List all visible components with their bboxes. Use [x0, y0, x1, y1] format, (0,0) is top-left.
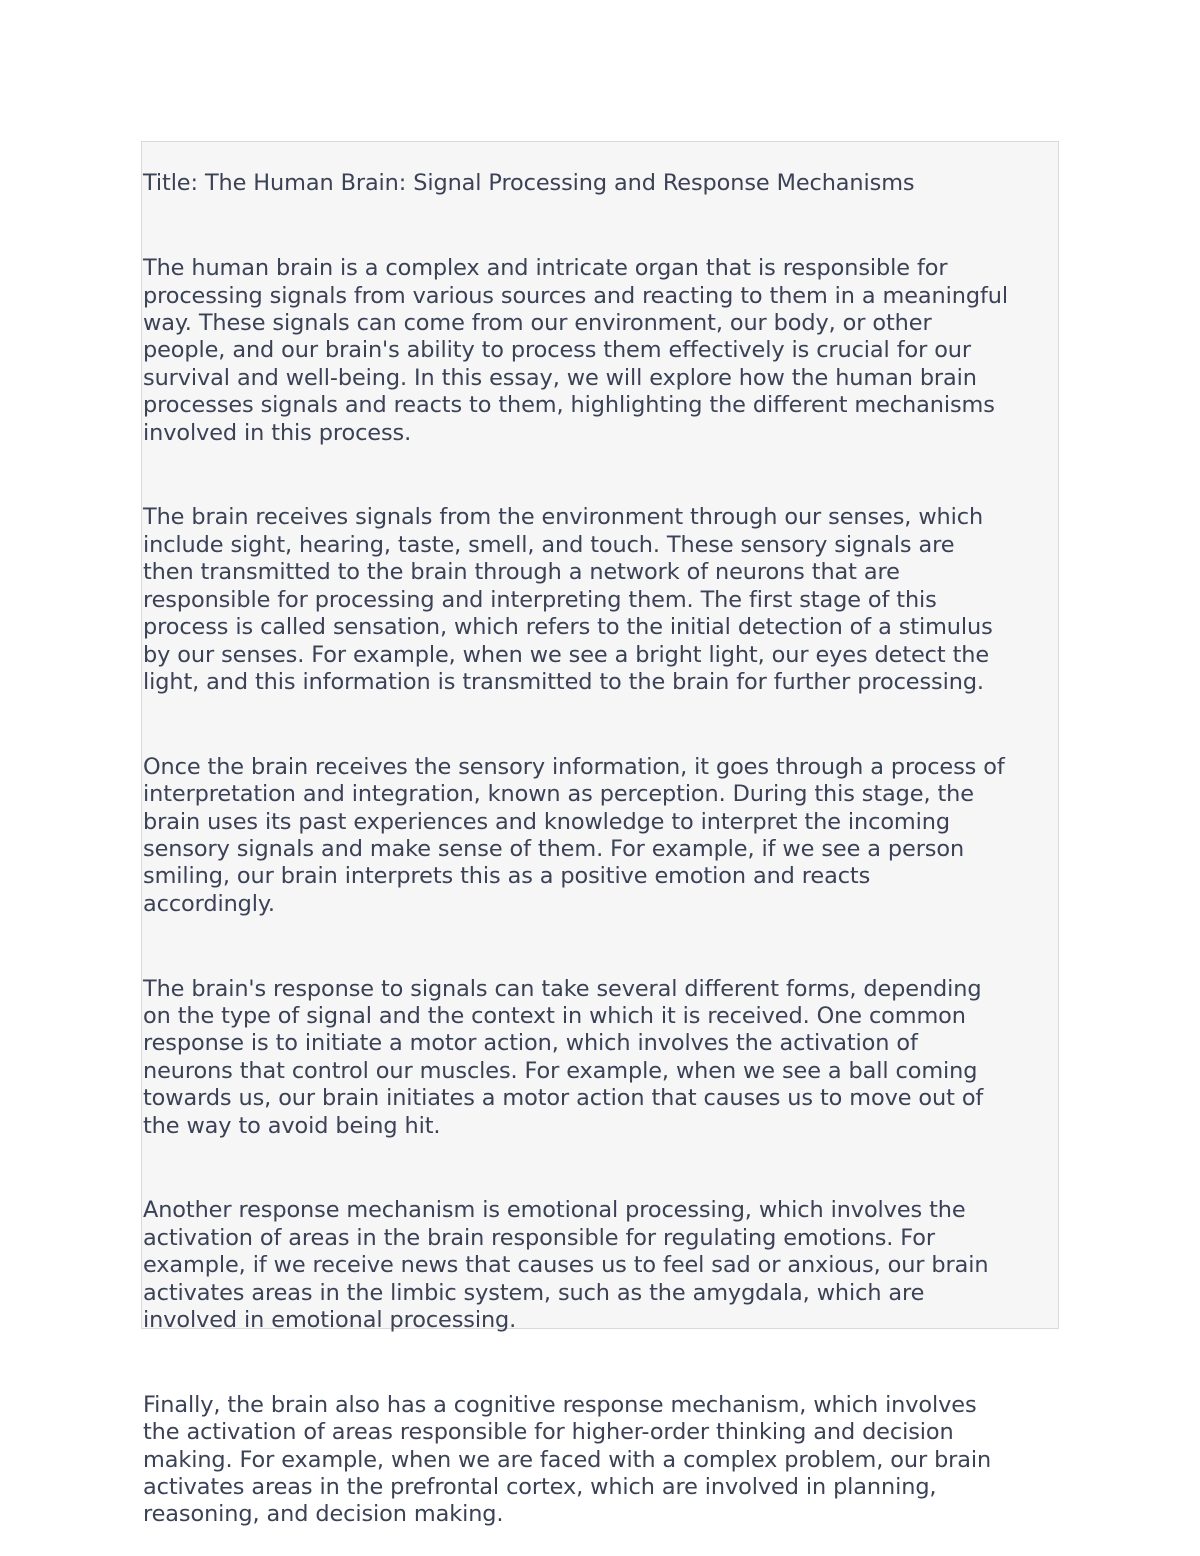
essay-paragraph-sensation: The brain receives signals from the environment through our senses, which include sight, hearing, taste, smell, and touch. These sensory signals are then transmitted to the brain through a network of neurons that are responsible for processing and interpreting them. The first stage of this process is called sensation, which refers to the initial detection of a stimulus by our senses. For example, when we see a bright light, our eyes detect the light, and this information is transmitted to the brain for further processing.: [143, 504, 993, 695]
essay-text-box: [141, 141, 1059, 1528]
essay-title: Title: The Human Brain: Signal Processing and Response Mechanisms: [143, 170, 915, 197]
essay-paragraph-perception: Once the brain receives the sensory information, it goes through a process of interpretation and integration, known as perception. During this stage, the brain uses its past experiences and knowledge to interpret the incoming sensory signals and make sense of them. For example, if we see a person smiling, our brain interprets this as a positive emotion and reacts accordingly.: [143, 753, 1005, 917]
essay-paragraph-introduction: The human brain is a complex and intricate organ that is responsible for processing signals from various sources and reacting to them in a meaningful way. These signals can come from our environment, our body, or other people, and our brain's ability to process them effectively is crucial for our survival and well-being. In this essay, we will explore how the human brain processes signals and reacts to them, highlighting the different mechanisms involved in this process.: [143, 255, 1008, 446]
essay-paragraph-emotional-response: Another response mechanism is emotional processing, which involves the activation of areas in the brain responsible for regulating emotions. For example, if we receive news that causes us to feel sad or anxious, our brain activates areas in the limbic system, such as the amygdala, which are involved in emotional processing.: [143, 1197, 989, 1334]
essay-paragraph-cognitive-response: Finally, the brain also has a cognitive response mechanism, which involves the activation of areas responsible for higher-order thinking and decision making. For example, when we are faced with a complex problem, our brain activates areas in the prefrontal cortex, which are involved in planning, reasoning, and decision making.: [143, 1391, 992, 1528]
essay-paragraph-motor-response: The brain's response to signals can take several different forms, depending on the type of signal and the context in which it is received. One common response is to initiate a motor action, which involves the activation of neurons that control our muscles. For example, when we see a ball coming towards us, our brain initiates a motor action that causes us to move out of the way to avoid being hit.: [143, 975, 984, 1139]
